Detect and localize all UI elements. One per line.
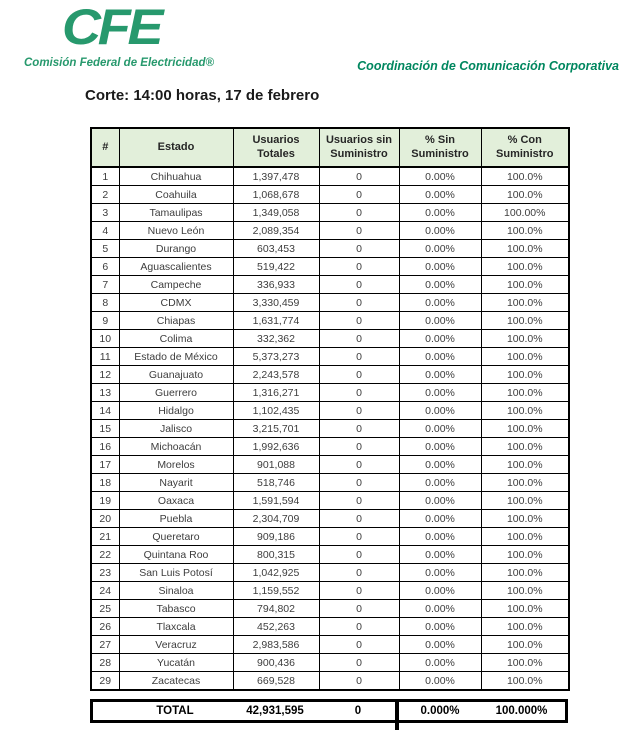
cell-num: 9 (91, 312, 119, 330)
cell-pct-con-suministro: 100.0% (481, 564, 569, 582)
cell-pct-sin-suministro: 0.00% (399, 384, 481, 402)
table-row (91, 402, 569, 420)
cell-usuarios-sin-suministro: 0 (319, 618, 399, 636)
cell-usuarios-sin-suministro: 0 (319, 636, 399, 654)
cell-usuarios-sin-suministro: 0 (319, 240, 399, 258)
cell-usuarios-totales: 1,349,058 (233, 204, 319, 222)
cell-num: 17 (91, 456, 119, 474)
cell-pct-sin-suministro: 0.00% (399, 204, 481, 222)
cell-estado: Durango (119, 240, 233, 258)
cell-usuarios-totales: 3,330,459 (233, 294, 319, 312)
cell-pct-con-suministro: 100.0% (481, 384, 569, 402)
cell-usuarios-sin-suministro: 0 (319, 258, 399, 276)
cell-pct-sin-suministro: 0.00% (399, 402, 481, 420)
table-row (91, 564, 569, 582)
cell-usuarios-totales: 603,453 (233, 240, 319, 258)
table-row (91, 258, 569, 276)
cell-estado: Nuevo León (119, 222, 233, 240)
cell-usuarios-totales: 336,933 (233, 276, 319, 294)
cell-pct-sin-suministro: 0.00% (399, 222, 481, 240)
cell-estado: Hidalgo (119, 402, 233, 420)
cell-estado: Morelos (119, 456, 233, 474)
cell-estado: Campeche (119, 276, 233, 294)
cell-usuarios-totales: 1,159,552 (233, 582, 319, 600)
cell-pct-sin-suministro: 0.00% (399, 654, 481, 672)
cell-estado: Yucatán (119, 654, 233, 672)
cell-num: 10 (91, 330, 119, 348)
cell-num: 3 (91, 204, 119, 222)
cell-usuarios-sin-suministro: 0 (319, 167, 399, 186)
users-by-state-table (90, 127, 570, 691)
cell-usuarios-totales: 1,316,271 (233, 384, 319, 402)
table-row (91, 528, 569, 546)
cell-estado: Jalisco (119, 420, 233, 438)
cell-usuarios-sin-suministro: 0 (319, 204, 399, 222)
cell-estado: Quintana Roo (119, 546, 233, 564)
cell-pct-sin-suministro: 0.00% (399, 258, 481, 276)
table-row (91, 240, 569, 258)
cell-pct-sin-suministro: 0.00% (399, 546, 481, 564)
cell-num: 7 (91, 276, 119, 294)
cell-pct-con-suministro: 100.0% (481, 276, 569, 294)
cell-usuarios-totales: 1,042,925 (233, 564, 319, 582)
cfe-logo-subtitle: Comisión Federal de Electricidad® (24, 57, 214, 69)
cell-pct-sin-suministro: 0.00% (399, 600, 481, 618)
table-area (90, 127, 568, 723)
cell-num: 11 (91, 348, 119, 366)
cell-usuarios-totales: 3,215,701 (233, 420, 319, 438)
table-row (91, 654, 569, 672)
cell-pct-con-suministro: 100.0% (481, 546, 569, 564)
cell-usuarios-sin-suministro: 0 (319, 564, 399, 582)
table-row (91, 330, 569, 348)
column-header-usuarios-sin-suministro: Usuarios sin Suministro (319, 128, 399, 167)
cell-usuarios-sin-suministro: 0 (319, 582, 399, 600)
cell-num: 19 (91, 492, 119, 510)
cell-pct-sin-suministro: 0.00% (399, 240, 481, 258)
cell-usuarios-sin-suministro: 0 (319, 348, 399, 366)
cell-pct-con-suministro: 100.0% (481, 438, 569, 456)
cell-usuarios-totales: 2,089,354 (233, 222, 319, 240)
cell-pct-con-suministro: 100.0% (481, 600, 569, 618)
cell-usuarios-sin-suministro: 0 (319, 528, 399, 546)
table-row (91, 366, 569, 384)
cell-usuarios-totales: 2,983,586 (233, 636, 319, 654)
table-row (91, 618, 569, 636)
cell-num: 25 (91, 600, 119, 618)
cell-pct-con-suministro: 100.0% (481, 456, 569, 474)
cell-usuarios-totales: 5,373,273 (233, 348, 319, 366)
cell-usuarios-totales: 901,088 (233, 456, 319, 474)
cell-usuarios-totales: 909,186 (233, 528, 319, 546)
cell-pct-sin-suministro: 0.00% (399, 636, 481, 654)
table-row (91, 204, 569, 222)
cell-usuarios-sin-suministro: 0 (319, 474, 399, 492)
cell-estado: Estado de México (119, 348, 233, 366)
table-row (91, 276, 569, 294)
cell-pct-sin-suministro: 0.00% (399, 420, 481, 438)
cell-estado: Chiapas (119, 312, 233, 330)
cell-usuarios-sin-suministro: 0 (319, 654, 399, 672)
cell-usuarios-sin-suministro: 0 (319, 600, 399, 618)
cell-usuarios-totales: 332,362 (233, 330, 319, 348)
cell-pct-sin-suministro: 0.00% (399, 474, 481, 492)
table-row (91, 312, 569, 330)
cell-estado: Coahuila (119, 186, 233, 204)
table-row (91, 438, 569, 456)
cell-estado: Veracruz (119, 636, 233, 654)
cell-num: 15 (91, 420, 119, 438)
cell-pct-sin-suministro: 0.00% (399, 186, 481, 204)
cell-usuarios-sin-suministro: 0 (319, 546, 399, 564)
cfe-logo: CFE (62, 0, 161, 55)
cell-num: 2 (91, 186, 119, 204)
cell-usuarios-totales: 519,422 (233, 258, 319, 276)
cell-estado: CDMX (119, 294, 233, 312)
cell-pct-sin-suministro: 0.00% (399, 672, 481, 691)
cell-pct-con-suministro: 100.0% (481, 672, 569, 691)
cell-pct-con-suministro: 100.0% (481, 618, 569, 636)
table-row (91, 636, 569, 654)
cell-estado: Chihuahua (119, 167, 233, 186)
cell-estado: Puebla (119, 510, 233, 528)
cell-num: 23 (91, 564, 119, 582)
cell-num: 12 (91, 366, 119, 384)
cell-usuarios-sin-suministro: 0 (319, 438, 399, 456)
cell-estado: Tlaxcala (119, 618, 233, 636)
cell-pct-sin-suministro: 0.00% (399, 438, 481, 456)
cell-num: 8 (91, 294, 119, 312)
cell-usuarios-totales: 669,528 (233, 672, 319, 691)
cell-estado: Zacatecas (119, 672, 233, 691)
total-usuarios-sin-suministro: 0 (354, 705, 362, 717)
cell-usuarios-sin-suministro: 0 (319, 510, 399, 528)
cell-pct-sin-suministro: 0.00% (399, 510, 481, 528)
cell-pct-con-suministro: 100.0% (481, 312, 569, 330)
cell-num: 27 (91, 636, 119, 654)
column-header-estado: Estado (119, 128, 233, 167)
cell-pct-sin-suministro: 0.00% (399, 618, 481, 636)
table-row (91, 600, 569, 618)
cell-estado: Tamaulipas (119, 204, 233, 222)
cell-usuarios-totales: 1,591,594 (233, 492, 319, 510)
cell-pct-sin-suministro: 0.00% (399, 294, 481, 312)
cell-pct-sin-suministro: 0.00% (399, 276, 481, 294)
column-header-num: # (91, 128, 119, 167)
cell-pct-con-suministro: 100.0% (481, 294, 569, 312)
table-body (91, 167, 569, 690)
table-row (91, 294, 569, 312)
cell-num: 24 (91, 582, 119, 600)
total-pct-con-suministro: 100.000% (495, 705, 548, 717)
cell-usuarios-sin-suministro: 0 (319, 276, 399, 294)
cell-pct-con-suministro: 100.0% (481, 510, 569, 528)
cell-usuarios-totales: 1,068,678 (233, 186, 319, 204)
cell-usuarios-totales: 1,992,636 (233, 438, 319, 456)
cell-num: 13 (91, 384, 119, 402)
cell-usuarios-totales: 1,631,774 (233, 312, 319, 330)
cell-pct-con-suministro: 100.0% (481, 492, 569, 510)
cell-pct-con-suministro: 100.0% (481, 348, 569, 366)
cell-usuarios-sin-suministro: 0 (319, 222, 399, 240)
cell-num: 28 (91, 654, 119, 672)
table-row (91, 492, 569, 510)
table-row (91, 384, 569, 402)
department-title: Coordinación de Comunicación Corporativa (357, 59, 619, 73)
table-row (91, 348, 569, 366)
cell-usuarios-totales: 1,102,435 (233, 402, 319, 420)
cell-pct-sin-suministro: 0.00% (399, 582, 481, 600)
cell-usuarios-totales: 518,746 (233, 474, 319, 492)
cell-usuarios-totales: 1,397,478 (233, 167, 319, 186)
cell-usuarios-sin-suministro: 0 (319, 456, 399, 474)
cell-usuarios-sin-suministro: 0 (319, 366, 399, 384)
column-header-usuarios-totales: Usuarios Totales (233, 128, 319, 167)
cell-pct-con-suministro: 100.0% (481, 330, 569, 348)
cell-pct-sin-suministro: 0.00% (399, 456, 481, 474)
total-divider-bar (395, 699, 399, 730)
cell-num: 22 (91, 546, 119, 564)
cell-usuarios-sin-suministro: 0 (319, 492, 399, 510)
cell-num: 21 (91, 528, 119, 546)
table-row (91, 222, 569, 240)
cell-usuarios-totales: 452,263 (233, 618, 319, 636)
cell-pct-con-suministro: 100.0% (481, 474, 569, 492)
cell-pct-con-suministro: 100.0% (481, 167, 569, 186)
column-header-pct-con-suministro: % Con Suministro (481, 128, 569, 167)
cell-estado: Guerrero (119, 384, 233, 402)
cell-num: 1 (91, 167, 119, 186)
cell-usuarios-totales: 794,802 (233, 600, 319, 618)
table-row (91, 510, 569, 528)
table-row (91, 582, 569, 600)
cell-usuarios-sin-suministro: 0 (319, 402, 399, 420)
cell-estado: Michoacán (119, 438, 233, 456)
cell-pct-con-suministro: 100.0% (481, 528, 569, 546)
table-row (91, 546, 569, 564)
cell-num: 26 (91, 618, 119, 636)
cell-estado: Colima (119, 330, 233, 348)
cell-usuarios-totales: 800,315 (233, 546, 319, 564)
cell-pct-con-suministro: 100.0% (481, 186, 569, 204)
cell-usuarios-sin-suministro: 0 (319, 312, 399, 330)
cell-num: 20 (91, 510, 119, 528)
cell-estado: San Luis Potosí (119, 564, 233, 582)
cell-pct-con-suministro: 100.0% (481, 636, 569, 654)
cell-num: 4 (91, 222, 119, 240)
total-usuarios-totales: 42,931,595 (246, 705, 304, 717)
cell-pct-sin-suministro: 0.00% (399, 528, 481, 546)
cell-pct-sin-suministro: 0.00% (399, 312, 481, 330)
cell-num: 14 (91, 402, 119, 420)
cell-pct-sin-suministro: 0.00% (399, 492, 481, 510)
table-row (91, 420, 569, 438)
cell-num: 5 (91, 240, 119, 258)
cell-num: 29 (91, 672, 119, 691)
cell-num: 6 (91, 258, 119, 276)
cell-pct-sin-suministro: 0.00% (399, 167, 481, 186)
cell-num: 16 (91, 438, 119, 456)
cell-estado: Oaxaca (119, 492, 233, 510)
cell-num: 18 (91, 474, 119, 492)
cell-usuarios-sin-suministro: 0 (319, 330, 399, 348)
cell-pct-con-suministro: 100.0% (481, 240, 569, 258)
total-pct-sin-suministro: 0.000% (420, 705, 460, 717)
total-row (90, 699, 568, 723)
cell-pct-sin-suministro: 0.00% (399, 348, 481, 366)
cell-pct-con-suministro: 100.0% (481, 420, 569, 438)
cell-estado: Nayarit (119, 474, 233, 492)
cell-usuarios-sin-suministro: 0 (319, 186, 399, 204)
cell-pct-sin-suministro: 0.00% (399, 366, 481, 384)
table-row (91, 456, 569, 474)
cell-pct-con-suministro: 100.0% (481, 402, 569, 420)
cell-usuarios-totales: 900,436 (233, 654, 319, 672)
cell-estado: Queretaro (119, 528, 233, 546)
cell-pct-con-suministro: 100.0% (481, 366, 569, 384)
cell-usuarios-sin-suministro: 0 (319, 384, 399, 402)
report-title: Corte: 14:00 horas, 17 de febrero (85, 87, 320, 104)
table-row (91, 167, 569, 186)
cell-usuarios-sin-suministro: 0 (319, 420, 399, 438)
table-header-row (91, 128, 569, 167)
cell-usuarios-sin-suministro: 0 (319, 672, 399, 691)
table-row (91, 474, 569, 492)
cell-estado: Guanajuato (119, 366, 233, 384)
column-header-pct-sin-suministro: % Sin Suministro (399, 128, 481, 167)
cell-pct-con-suministro: 100.0% (481, 258, 569, 276)
cell-estado: Sinaloa (119, 582, 233, 600)
cell-pct-sin-suministro: 0.00% (399, 564, 481, 582)
cell-usuarios-totales: 2,243,578 (233, 366, 319, 384)
cell-pct-sin-suministro: 0.00% (399, 330, 481, 348)
cell-usuarios-totales: 2,304,709 (233, 510, 319, 528)
cell-estado: Tabasco (119, 600, 233, 618)
cell-usuarios-sin-suministro: 0 (319, 294, 399, 312)
total-label: TOTAL (156, 705, 194, 717)
cell-estado: Aguascalientes (119, 258, 233, 276)
table-row (91, 186, 569, 204)
cell-pct-con-suministro: 100.00% (481, 204, 569, 222)
cell-pct-con-suministro: 100.0% (481, 654, 569, 672)
cell-pct-con-suministro: 100.0% (481, 222, 569, 240)
table-row (91, 672, 569, 691)
cell-pct-con-suministro: 100.0% (481, 582, 569, 600)
